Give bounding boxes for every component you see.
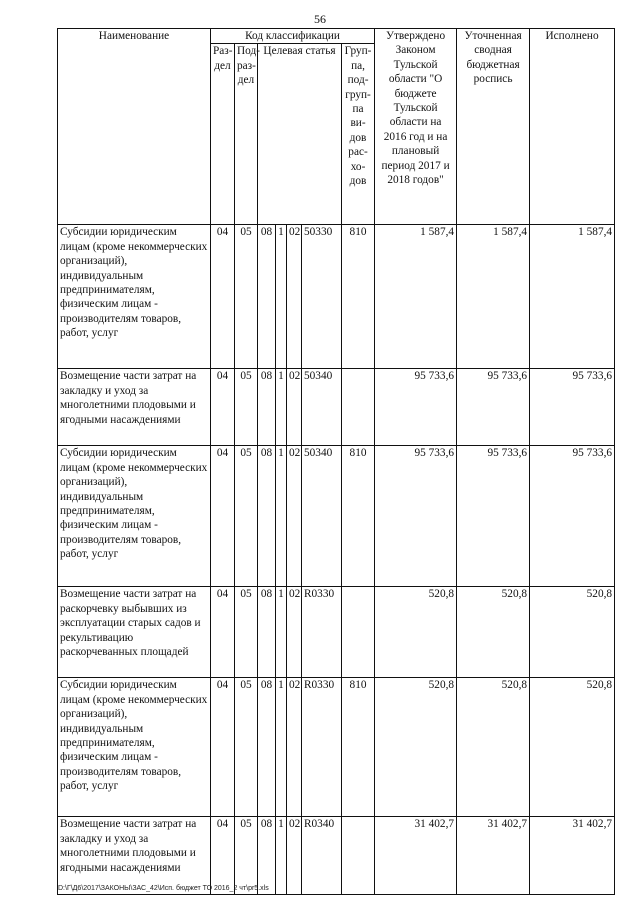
header-refined: Уточненная сводная бюджетная роспись [457,29,530,225]
row-approved: 520,8 [375,678,457,817]
row-approved: 520,8 [375,587,457,678]
row-refined: 1 587,4 [457,225,530,369]
row-target-subprogram: 1 [276,446,287,587]
row-refined: 520,8 [457,678,530,817]
row-target-direction: R0330 [302,678,342,817]
row-target-event: 02 [287,587,302,678]
row-target-direction: 50340 [302,446,342,587]
row-refined: 95 733,6 [457,446,530,587]
row-executed: 520,8 [530,678,615,817]
header-executed: Исполнено [530,29,615,225]
row-expense-group [342,587,375,678]
row-section: 04 [211,587,235,678]
header-code-group: Код классификации [211,29,375,44]
row-name: Субсидии юридическим лицам (кроме некоммерческих организаций), индивидуальным предпринимателям, физическим лицам - производителям товаров, работ, услуг [58,446,211,587]
row-target-direction: 50330 [302,225,342,369]
row-section: 04 [211,225,235,369]
row-target-program: 08 [258,678,276,817]
row-name: Субсидии юридическим лицам (кроме некоммерческих организаций), индивидуальным предпринимателям, физическим лицам - производителям товаров, работ, услуг [58,225,211,369]
row-target-event: 02 [287,678,302,817]
row-name: Возмещение части затрат на закладку и уход за многолетними плодовыми и ягодными насаждениями [58,369,211,446]
row-target-event: 02 [287,817,302,895]
row-target-program: 08 [258,225,276,369]
row-name: Возмещение части затрат на раскорчевку выбывших из эксплуатации старых садов и рекультивацию раскорчеванных площадей [58,587,211,678]
table-row [58,225,615,369]
page-number: 56 [314,12,326,26]
row-target-direction: 50340 [302,369,342,446]
row-executed: 31 402,7 [530,817,615,895]
row-approved: 31 402,7 [375,817,457,895]
row-target-direction: R0330 [302,587,342,678]
row-target-program: 08 [258,369,276,446]
row-target-event: 02 [287,446,302,587]
row-expense-group [342,817,375,895]
row-approved: 95 733,6 [375,369,457,446]
row-refined: 95 733,6 [457,369,530,446]
row-subsection: 05 [235,587,258,678]
table-row [58,446,615,587]
table-row [58,678,615,817]
row-subsection: 05 [235,817,258,895]
header-expense-group: Груп-па, под-груп-па ви-дов рас-хо-дов [342,44,375,225]
row-subsection: 05 [235,369,258,446]
row-target-event: 02 [287,225,302,369]
row-target-program: 08 [258,587,276,678]
row-executed: 95 733,6 [530,446,615,587]
row-target-direction: R0340 [302,817,342,895]
header-subsection: Под-раз-дел [235,44,258,225]
row-expense-group: 810 [342,446,375,587]
row-target-subprogram: 1 [276,225,287,369]
row-subsection: 05 [235,225,258,369]
row-target-subprogram: 1 [276,678,287,817]
row-target-program: 08 [258,817,276,895]
row-refined: 520,8 [457,587,530,678]
header-approved: Утверждено Законом Тульской области "О бюджете Тульской области на 2016 год и на плановый период 2017 и 2018 годов" [375,29,457,225]
row-section: 04 [211,369,235,446]
row-section: 04 [211,817,235,895]
row-target-event: 02 [287,369,302,446]
row-subsection: 05 [235,446,258,587]
row-name: Субсидии юридическим лицам (кроме некоммерческих организаций), индивидуальным предпринимателям, физическим лицам - производителям товаров, работ, услуг [58,678,211,817]
row-approved: 1 587,4 [375,225,457,369]
row-executed: 1 587,4 [530,225,615,369]
table-row [58,587,615,678]
row-target-subprogram: 1 [276,817,287,895]
row-executed: 520,8 [530,587,615,678]
row-name: Возмещение части затрат на закладку и уход за многолетними плодовыми и ягодными насаждениями [58,817,211,895]
header-name: Наименование [58,29,211,225]
header-section: Раз-дел [211,44,235,225]
table-row [58,369,615,446]
header-target: Целевая статья [258,44,342,225]
row-target-program: 08 [258,446,276,587]
row-executed: 95 733,6 [530,369,615,446]
row-target-subprogram: 1 [276,587,287,678]
header-row [58,29,615,44]
row-expense-group [342,369,375,446]
row-refined: 31 402,7 [457,817,530,895]
row-subsection: 05 [235,678,258,817]
row-target-subprogram: 1 [276,369,287,446]
budget-table [57,28,615,895]
row-expense-group: 810 [342,678,375,817]
row-expense-group: 810 [342,225,375,369]
row-section: 04 [211,446,235,587]
file-path-footer: D:\Г\Д6\2017\ЗАКОНЫ\ЗАС_42\Исп. бюджет ТО 2016_2 чт\pr5.xls [58,885,269,892]
row-section: 04 [211,678,235,817]
row-approved: 95 733,6 [375,446,457,587]
